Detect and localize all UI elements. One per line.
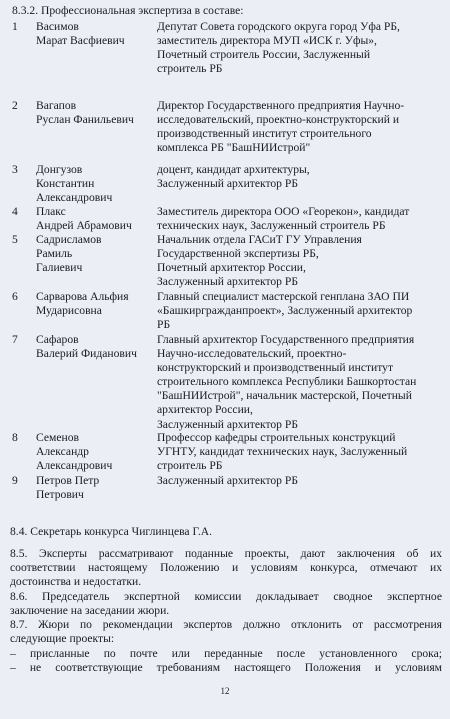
expert-name <box>36 333 161 361</box>
expert-description-line: Заслуженный архитектор РБ <box>157 177 298 191</box>
paragraph <box>10 547 442 589</box>
expert-name-line: Александрович <box>36 191 113 205</box>
expert-name-line: Сафаров <box>36 333 79 346</box>
expert-description-line: производственный институт строительного <box>157 127 372 141</box>
expert-description <box>157 163 442 191</box>
expert-description-line: Заслуженный архитектор РБ <box>157 417 298 431</box>
expert-description-line: Заслуженный архитектор РБ <box>157 474 298 487</box>
expert-number: 6 <box>12 290 18 303</box>
expert-description-line: Главный специалист мастерской генплана ЗАО ПИ <box>157 290 410 303</box>
expert-description-line: "БашНИИстрой", начальник мастерской, Почетный <box>157 389 412 403</box>
expert-name-line: Семенов <box>36 431 79 444</box>
expert-name <box>36 20 161 48</box>
paragraph-line: достоинства и недостатки. <box>10 575 142 589</box>
paragraph <box>10 590 442 618</box>
bullet-item: – не соответствующие требованиям настоящего Положения и условиям <box>10 661 442 675</box>
expert-name <box>36 163 161 205</box>
expert-name-line: Васимов <box>36 20 79 33</box>
expert-name-line: Рамиль <box>36 247 73 261</box>
paragraph-line: следующие проекты: <box>10 632 115 646</box>
expert-name-line: Садрисламов <box>36 233 102 246</box>
expert-description-line: комплекса РБ "БашНИИстрой" <box>157 141 311 155</box>
expert-description <box>157 290 442 332</box>
expert-description-line: архитектор России, <box>157 403 253 417</box>
expert-description-line: Главный архитектор Государственного предприятия <box>157 333 415 346</box>
expert-name-line: Галиевич <box>36 261 83 275</box>
expert-description <box>157 20 442 76</box>
expert-description-line: технических наук, Заслуженный строитель РБ <box>157 219 386 233</box>
expert-description-line: Заместитель директора ООО «Георекон», кандидат <box>157 205 410 218</box>
expert-description-line: доцент, кандидат архитектуры, <box>157 163 310 176</box>
expert-description-line: строительного комплекса Республики Башкортостан <box>157 375 417 389</box>
expert-description-line: строитель РБ <box>157 62 223 76</box>
expert-description-line: Директор Государственного предприятия Научно- <box>157 99 405 112</box>
expert-description <box>157 99 442 155</box>
expert-description-line: Государственной экспертизы РБ, <box>157 247 319 261</box>
expert-name-line: Вагапов <box>36 99 77 112</box>
expert-description-line: конструкторский и производственный институт <box>157 361 394 375</box>
expert-number: 8 <box>12 431 18 444</box>
expert-number: 5 <box>12 233 18 246</box>
expert-name <box>36 205 161 233</box>
expert-number: 7 <box>12 333 18 346</box>
paragraph-line: 8.7. Жюри по рекомендации экспертов должно отклонить от рассмотрения <box>10 618 442 631</box>
expert-name-line: Петров Петр <box>36 474 100 487</box>
expert-name-line: Константин <box>36 177 95 191</box>
expert-name-line: Андрей Абрамович <box>36 219 132 233</box>
paragraph-line: заключение на заседании жюри. <box>10 604 170 618</box>
expert-name-line: Валерий Фиданович <box>36 347 137 361</box>
expert-name-line: Петрович <box>36 488 84 502</box>
paragraph-line: 8.6. Председатель экспертной комиссии докладывает сводное экспертное <box>10 590 442 603</box>
expert-number: 1 <box>12 20 18 33</box>
expert-description-line: Профессор кафедры строительных конструкций <box>157 431 396 444</box>
expert-name-line: Марат Васфиевич <box>36 34 125 48</box>
section-heading: 8.3.2. Профессиональная экспертиза в составе: <box>12 4 244 17</box>
expert-name-line: Плакс <box>36 205 66 218</box>
expert-description-line: исследовательский, проектно-конструкторский и <box>157 113 400 127</box>
expert-description-line: Заслуженный архитектор РБ <box>157 275 298 289</box>
paragraph-line: 8.4. Секретарь конкурса Чиглинцева Г.А. <box>10 525 213 538</box>
expert-number: 4 <box>12 205 18 218</box>
paragraph <box>10 525 442 539</box>
expert-name <box>36 99 161 127</box>
expert-name-line: Мударисовна <box>36 304 102 318</box>
expert-description-line: заместитель директора МУП «ИСК г. Уфы», <box>157 34 377 48</box>
expert-name-line: Александрович <box>36 459 113 473</box>
expert-description-line: строитель РБ <box>157 459 223 473</box>
expert-description-line: Почетный строитель России, Заслуженный <box>157 48 371 62</box>
page-number: 12 <box>220 686 230 696</box>
expert-description <box>157 205 442 233</box>
paragraph <box>10 618 442 646</box>
expert-name <box>36 474 161 502</box>
bullet-list <box>10 647 442 675</box>
paragraph-line: соответствии настоящему Положению и условиям конкурса, отмечают их <box>10 561 442 575</box>
bullet-item: – присланные по почте или переданные после установленного срока; <box>10 647 442 660</box>
expert-description <box>157 431 442 473</box>
expert-number: 9 <box>12 474 18 487</box>
expert-name <box>36 290 161 318</box>
expert-description-line: Начальник отдела ГАСиТ ГУ Управления <box>157 233 362 246</box>
expert-description-line: РБ <box>157 318 171 332</box>
expert-name <box>36 431 161 473</box>
expert-name-line: Донгузов <box>36 163 83 176</box>
expert-description-line: «Башкиргражданпроект», Заслуженный архитектор <box>157 304 413 318</box>
expert-number: 3 <box>12 163 18 176</box>
expert-name-line: Руслан Фанильевич <box>36 113 134 127</box>
expert-description <box>157 333 442 432</box>
expert-description <box>157 474 442 488</box>
paragraph-line: 8.5. Эксперты рассматривают поданные проекты, дают заключения об их <box>10 547 442 560</box>
expert-name-line: Александр <box>36 445 89 459</box>
expert-description-line: Депутат Совета городского округа город Уфа РБ, <box>157 20 400 33</box>
expert-description-line: Научно-исследовательский, проектно- <box>157 347 347 361</box>
expert-description <box>157 233 442 289</box>
expert-description-line: УГНТУ, кандидат технических наук, Заслуженный <box>157 445 408 459</box>
expert-description-line: Почетный архитектор России, <box>157 261 306 275</box>
expert-number: 2 <box>12 99 18 112</box>
expert-name-line: Сарварова Альфия <box>36 290 129 303</box>
expert-name <box>36 233 161 275</box>
